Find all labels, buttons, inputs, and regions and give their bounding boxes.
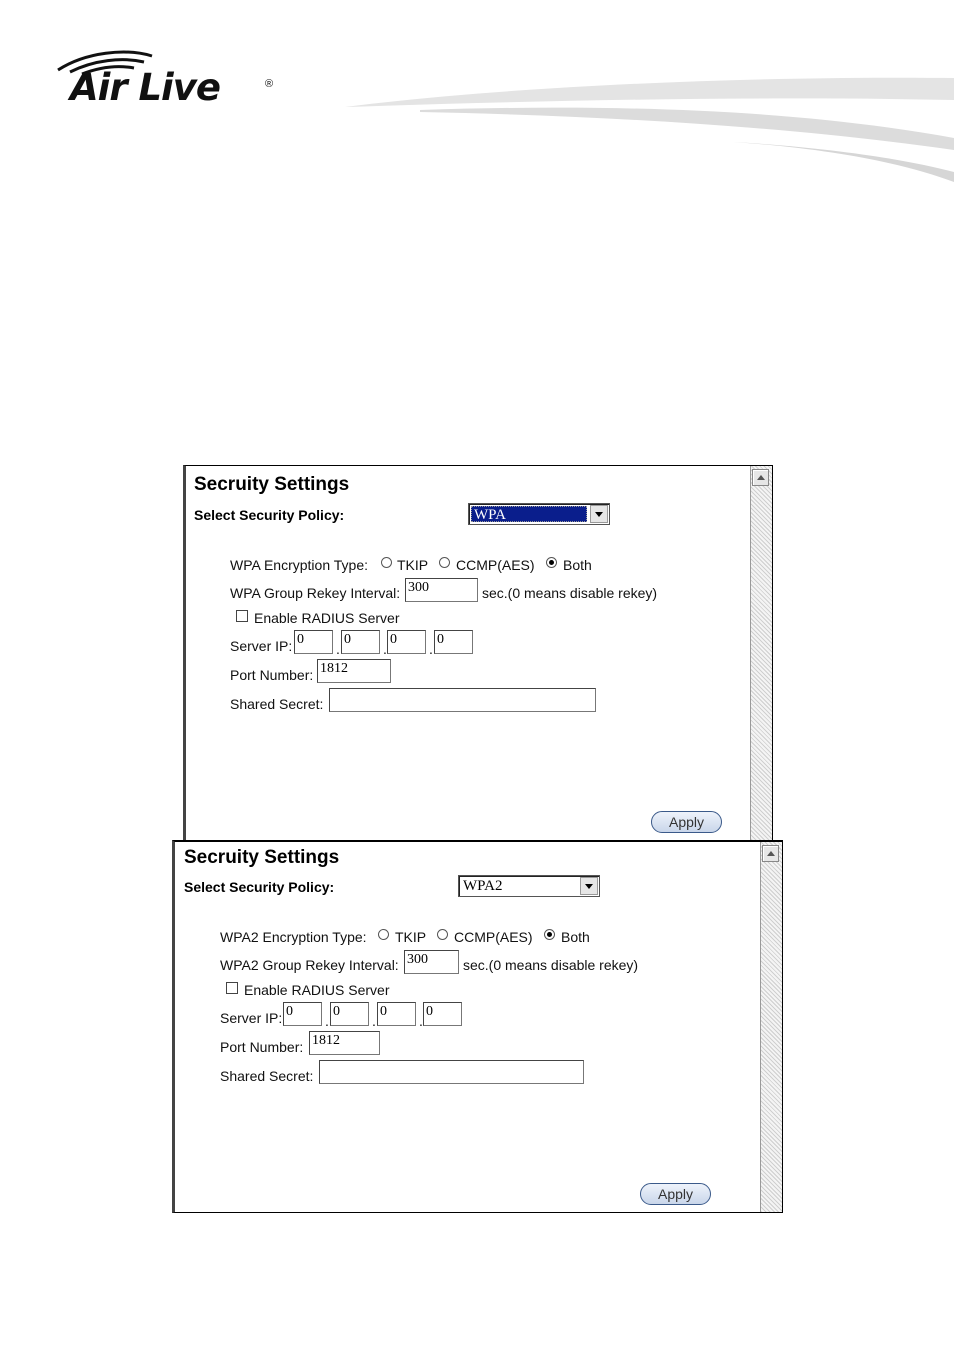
server-ip-octet-3[interactable]: 0 — [387, 630, 426, 654]
radio-tkip[interactable] — [381, 557, 392, 568]
vertical-scrollbar[interactable] — [760, 842, 782, 1212]
enable-radius-checkbox[interactable] — [236, 610, 248, 622]
security-policy-value: WPA — [471, 506, 587, 522]
registered-mark: ® — [265, 78, 274, 90]
rekey-interval-label: WPA2 Group Rekey Interval: — [220, 957, 399, 973]
enable-radius-checkbox[interactable] — [226, 982, 238, 994]
rekey-interval-input[interactable]: 300 — [404, 950, 459, 974]
server-ip-label: Server IP: — [220, 1010, 283, 1026]
shared-secret-label: Shared Secret: — [220, 1068, 314, 1084]
rekey-hint: sec.(0 means disable rekey) — [482, 585, 658, 601]
radio-ccmp-aes-label: CCMP(AES) — [454, 929, 533, 945]
server-ip-label: Server IP: — [230, 638, 293, 654]
ip-separator: . — [383, 641, 387, 657]
enable-radius-label: Enable RADIUS Server — [254, 610, 400, 626]
ip-separator: . — [372, 1013, 376, 1029]
policy-label: Select Security Policy: — [194, 507, 345, 523]
server-ip-octet-3[interactable]: 0 — [377, 1002, 416, 1026]
radio-tkip-label: TKIP — [397, 557, 429, 573]
rekey-interval-input[interactable]: 300 — [405, 578, 478, 602]
security-policy-select[interactable] — [468, 503, 610, 525]
ip-separator: . — [325, 1013, 329, 1029]
panel-title: Secruity Settings — [194, 474, 350, 495]
port-number-label: Port Number: — [230, 667, 314, 683]
shared-secret-input[interactable] — [329, 688, 596, 712]
port-number-input[interactable]: 1812 — [309, 1031, 380, 1055]
radio-both-label: Both — [561, 929, 590, 945]
radio-ccmp-aes[interactable] — [439, 557, 450, 568]
port-number-label: Port Number: — [220, 1039, 304, 1055]
policy-label: Select Security Policy: — [184, 879, 335, 895]
shared-secret-label: Shared Secret: — [230, 696, 324, 712]
radio-both[interactable] — [544, 929, 555, 940]
encryption-type-label: WPA2 Encryption Type: — [220, 929, 367, 945]
radio-tkip-label: TKIP — [395, 929, 427, 945]
apply-button[interactable]: Apply — [640, 1183, 711, 1205]
security-policy-value: WPA2 — [463, 878, 503, 894]
server-ip-octet-1[interactable]: 0 — [283, 1002, 322, 1026]
server-ip-octet-2[interactable]: 0 — [341, 630, 380, 654]
security-settings-panel-wpa2 — [172, 840, 783, 1213]
server-ip-octet-1[interactable]: 0 — [294, 630, 333, 654]
ip-separator: . — [336, 641, 340, 657]
radio-both-label: Both — [563, 557, 592, 573]
vertical-scrollbar[interactable] — [750, 466, 772, 844]
airlive-logo — [56, 48, 280, 114]
apply-button[interactable]: Apply — [651, 811, 722, 833]
rekey-interval-label: WPA Group Rekey Interval: — [230, 585, 401, 601]
radio-both[interactable] — [546, 557, 557, 568]
chevron-down-icon[interactable] — [580, 877, 598, 895]
security-policy-select[interactable] — [458, 875, 600, 897]
scroll-up-arrow-icon[interactable] — [752, 469, 769, 486]
server-ip-octet-2[interactable]: 0 — [330, 1002, 369, 1026]
ip-separator: . — [419, 1013, 423, 1029]
server-ip-octet-4[interactable]: 0 — [423, 1002, 462, 1026]
shared-secret-input[interactable] — [319, 1060, 584, 1084]
encryption-type-label: WPA Encryption Type: — [230, 557, 368, 573]
panel-title: Secruity Settings — [184, 847, 340, 868]
chevron-down-icon[interactable] — [590, 505, 608, 523]
security-settings-panel-wpa — [183, 465, 773, 845]
rekey-hint: sec.(0 means disable rekey) — [463, 957, 639, 973]
ip-separator: . — [429, 641, 433, 657]
radio-ccmp-aes[interactable] — [437, 929, 448, 940]
radio-ccmp-aes-label: CCMP(AES) — [456, 557, 535, 573]
logo-wordmark: Air Live — [70, 66, 220, 109]
enable-radius-label: Enable RADIUS Server — [244, 982, 390, 998]
port-number-input[interactable]: 1812 — [317, 659, 391, 683]
radio-tkip[interactable] — [378, 929, 389, 940]
scroll-up-arrow-icon[interactable] — [762, 845, 779, 862]
server-ip-octet-4[interactable]: 0 — [434, 630, 473, 654]
